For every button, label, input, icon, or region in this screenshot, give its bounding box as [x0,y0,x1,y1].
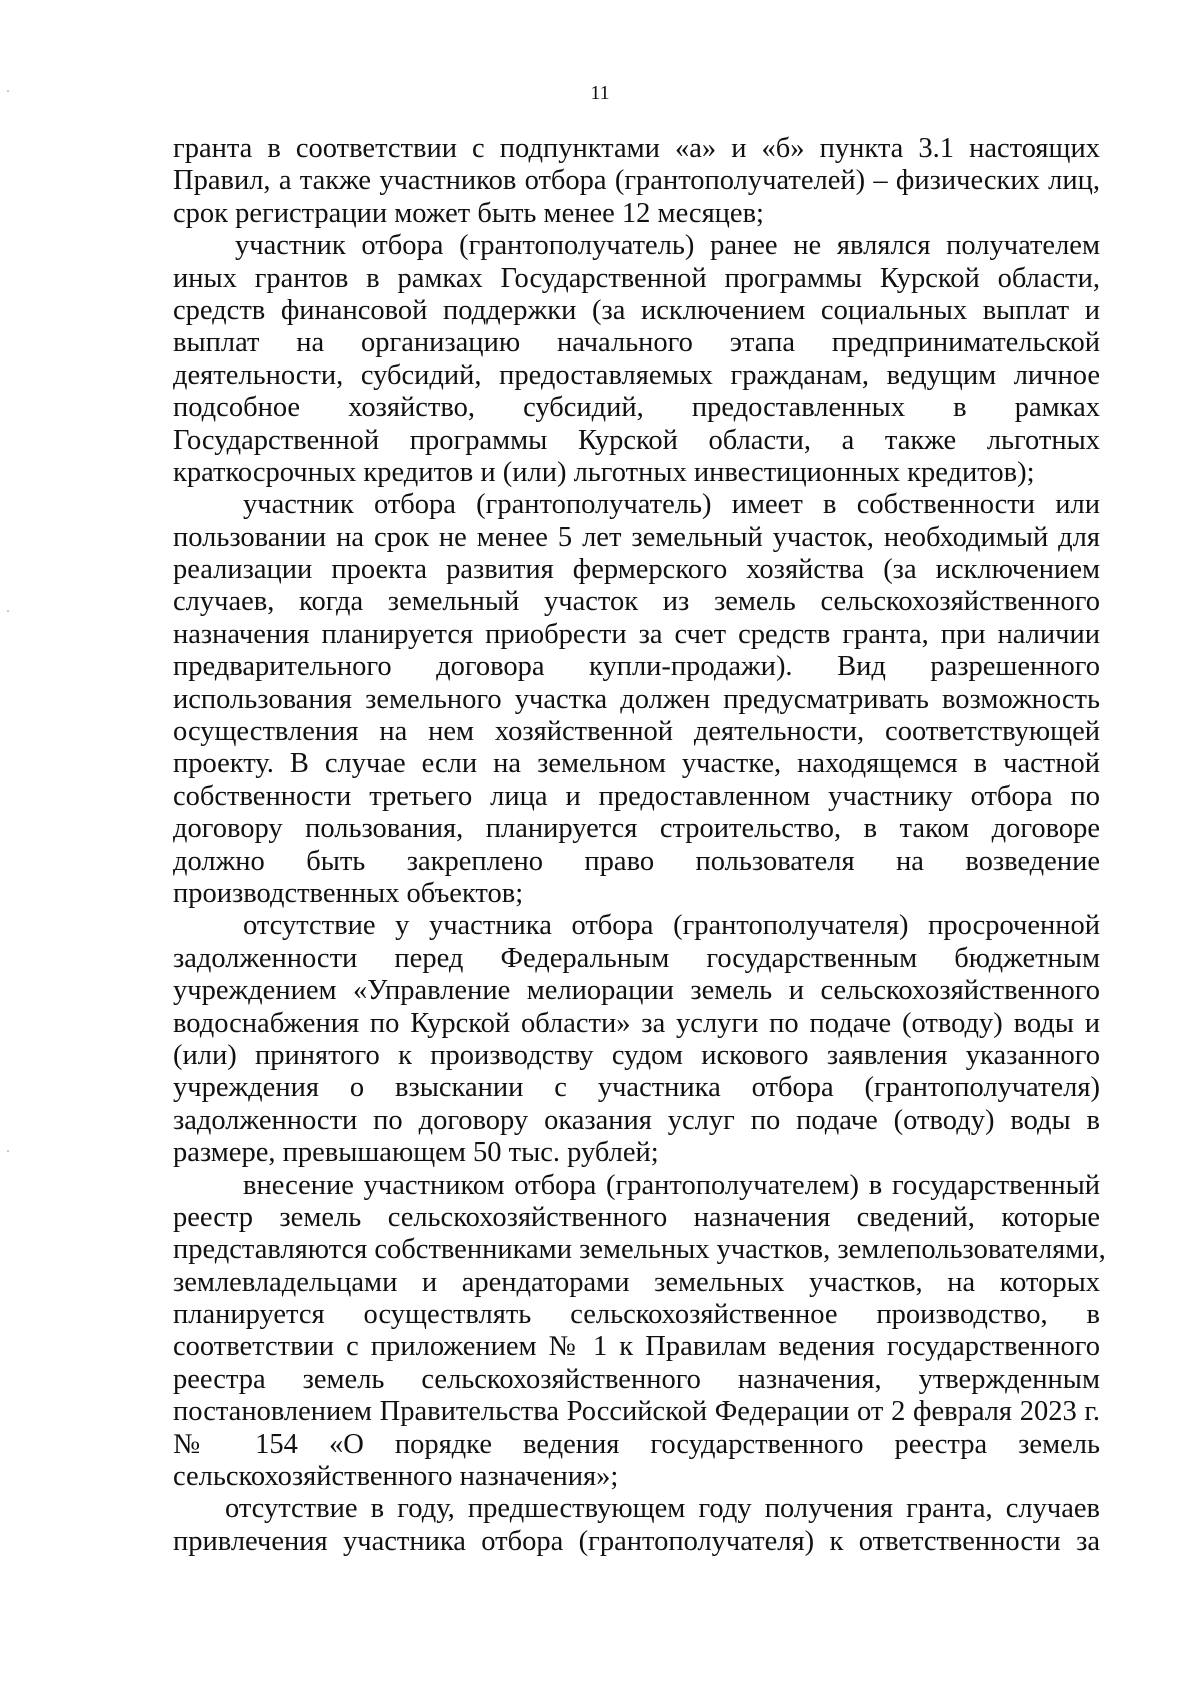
paragraph [173,230,1100,489]
paragraph [173,1493,1100,1558]
text-line: отсутствие в году, предшествующем году получения гранта, случаев [225,1493,1100,1525]
text-line: соответствии с приложением № 1 к Правилам ведения государственного [173,1331,1100,1363]
text-line: гранта в соответствии с подпунктами «а» и «б» пункта 3.1 настоящих [173,133,1100,164]
text-line: размере, превышающем 50 тыс. рублей; [173,1137,659,1169]
text-line: предварительного договора купли-продажи). Вид разрешенного [173,651,1100,683]
text-line: деятельности, субсидий, предоставляемых гражданам, ведущим личное [173,359,1100,391]
text-line: постановлением Правительства Российской Федерации от 2 февраля 2023 г. [173,1396,1100,1428]
body-text [173,133,1106,1558]
text-line: случаев, когда земельный участок из земель сельскохозяйственного [173,586,1100,618]
text-line: участник отбора (грантополучатель) имеет в собственности или [243,489,1100,521]
text-line: использования земельного участка должен предусматривать возможность [173,683,1100,715]
text-line: учреждения о взыскании с участника отбора (грантополучателя) [173,1072,1100,1104]
text-line: водоснабжения по Курской области» за услуги по подаче (отводу) воды и [173,1007,1100,1039]
text-line: реестр земель сельскохозяйственного назначения сведений, которые [173,1201,1100,1233]
paragraph [173,133,1100,230]
text-line: № 154 «О порядке ведения государственного реестра земель [173,1428,1100,1460]
scan-artifact [7,1150,9,1152]
paragraph [173,910,1100,1169]
text-line: представляются собственниками земельных участков, землепользователями, [173,1234,1106,1266]
text-line: назначения планируется приобрести за счет средств гранта, при наличии [173,618,1100,650]
paragraph [173,1169,1106,1494]
scan-artifact [7,610,9,612]
text-line: должно быть закреплено право пользователя на возведение [173,845,1100,877]
text-line: (или) принятого к производству судом искового заявления указанного [173,1039,1100,1071]
text-line: проекту. В случае если на земельном участке, находящемся в частной [173,748,1100,780]
text-line: подсобное хозяйство, субсидий, предоставленных в рамках [173,392,1100,424]
text-line: сельскохозяйственного назначения»; [173,1461,619,1493]
text-line: планируется осуществлять сельскохозяйственное производство, в [173,1299,1100,1331]
text-line: участник отбора (грантополучатель) ранее не являлся получателем [235,230,1100,262]
text-line: задолженности перед Федеральным государственным бюджетным [173,942,1100,974]
paragraph [173,489,1100,910]
text-line: осуществления на нем хозяйственной деятельности, соответствующей [173,716,1100,748]
page-number: 11 [590,82,610,104]
text-line: учреждением «Управление мелиорации земель и сельскохозяйственного [173,975,1100,1007]
text-line: собственности третьего лица и предоставленном участнику отбора по [173,780,1100,812]
text-line: краткосрочных кредитов и (или) льготных инвестиционных кредитов); [173,456,1035,488]
text-line: привлечения участника отбора (грантополучателя) к ответственности за [173,1525,1100,1557]
text-line: отсутствие у участника отбора (грантополучателя) просроченной [243,910,1100,942]
text-line: выплат на организацию начального этапа предпринимательской [173,327,1100,359]
text-line: Правил, а также участников отбора (грантополучателей) – физических лиц, [173,165,1100,197]
text-line: внесение участником отбора (грантополучателем) в государственный [243,1169,1100,1201]
text-line: срок регистрации может быть менее 12 месяцев; [173,197,764,229]
text-line: средств финансовой поддержки (за исключением социальных выплат и [173,294,1100,326]
text-line: реализации проекта развития фермерского хозяйства (за исключением [173,554,1100,586]
text-line: иных грантов в рамках Государственной программы Курской области, [173,262,1100,294]
text-line: производственных объектов; [173,877,524,909]
text-line: Государственной программы Курской области, а также льготных [173,424,1100,456]
text-line: пользовании на срок не менее 5 лет земельный участок, необходимый для [173,521,1100,553]
text-line: задолженности по договору оказания услуг по подаче (отводу) воды в [173,1104,1100,1136]
text-line: землевладельцами и арендаторами земельных участков, на которых [173,1266,1100,1298]
text-line: реестра земель сельскохозяйственного назначения, утвержденным [173,1363,1100,1395]
text-line: договору пользования, планируется строительство, в таком договоре [173,813,1100,845]
